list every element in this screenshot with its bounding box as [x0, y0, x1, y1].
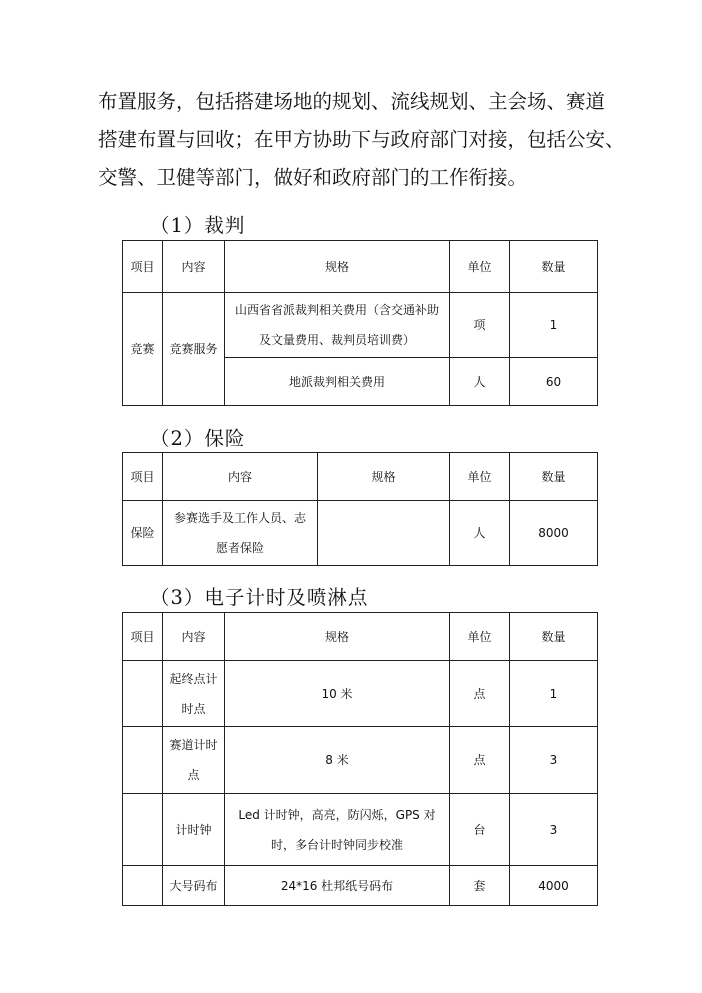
intro-line: 搭建布置与回收；在甲方协助下与政府部门对接，包括公安、: [98, 128, 625, 151]
header-spec: 规格: [225, 613, 450, 661]
cell-unit: 项: [450, 293, 510, 358]
header-unit: 单位: [450, 241, 510, 293]
cell-project: [123, 794, 163, 866]
cell-project: [123, 727, 163, 794]
cell-spec: 地派裁判相关费用: [225, 358, 450, 406]
header-unit: 单位: [450, 453, 510, 501]
cell-unit: 人: [450, 501, 510, 566]
cell-project: [123, 866, 163, 906]
header-qty: 数量: [510, 453, 598, 501]
header-content: 内容: [163, 241, 225, 293]
cell-content: 起终点计时点: [163, 661, 225, 727]
cell-qty: 8000: [510, 501, 598, 566]
cell-qty: 1: [510, 293, 598, 358]
timing-table: [122, 612, 598, 906]
section-heading-timing: （3）电子计时及喷淋点: [150, 586, 369, 609]
cell-unit: 人: [450, 358, 510, 406]
cell-unit: 套: [450, 866, 510, 906]
cell-spec: 24*16 杜邦纸号码布: [225, 866, 450, 906]
cell-unit: 点: [450, 727, 510, 794]
cell-spec: 8 米: [225, 727, 450, 794]
cell-content: 参赛选手及工作人员、志愿者保险: [163, 501, 318, 566]
cell-spec: 山西省省派裁判相关费用（含交通补助及文量费用、裁判员培训费）: [225, 293, 450, 358]
header-content: 内容: [163, 453, 318, 501]
referee-table: [122, 240, 598, 406]
cell-spec: [318, 501, 450, 566]
cell-content: 竞赛服务: [163, 293, 225, 406]
cell-unit: 点: [450, 661, 510, 727]
cell-spec: Led 计时钟，高亮，防闪烁，GPS 对时，多台计时钟同步校准: [225, 794, 450, 866]
cell-project: [123, 661, 163, 727]
intro-line: 交警、卫健等部门，做好和政府部门的工作衔接。: [98, 166, 528, 189]
cell-content: 计时钟: [163, 794, 225, 866]
cell-project: 保险: [123, 501, 163, 566]
header-project: 项目: [123, 241, 163, 293]
cell-qty: 4000: [510, 866, 598, 906]
cell-qty: 1: [510, 661, 598, 727]
cell-spec: 10 米: [225, 661, 450, 727]
header-unit: 单位: [450, 613, 510, 661]
header-project: 项目: [123, 613, 163, 661]
cell-qty: 3: [510, 727, 598, 794]
header-spec: 规格: [225, 241, 450, 293]
header-qty: 数量: [510, 613, 598, 661]
insurance-table: [122, 452, 598, 566]
cell-content: 大号码布: [163, 866, 225, 906]
header-project: 项目: [123, 453, 163, 501]
header-content: 内容: [163, 613, 225, 661]
cell-content: 赛道计时点: [163, 727, 225, 794]
section-heading-insurance: （2）保险: [150, 427, 246, 450]
cell-qty: 60: [510, 358, 598, 406]
cell-unit: 台: [450, 794, 510, 866]
section-heading-referee: （1）裁判: [150, 214, 246, 237]
header-spec: 规格: [318, 453, 450, 501]
header-qty: 数量: [510, 241, 598, 293]
cell-project: 竞赛: [123, 293, 163, 406]
intro-line: 布置服务，包括搭建场地的规划、流线规划、主会场、赛道: [98, 90, 606, 113]
cell-qty: 3: [510, 794, 598, 866]
